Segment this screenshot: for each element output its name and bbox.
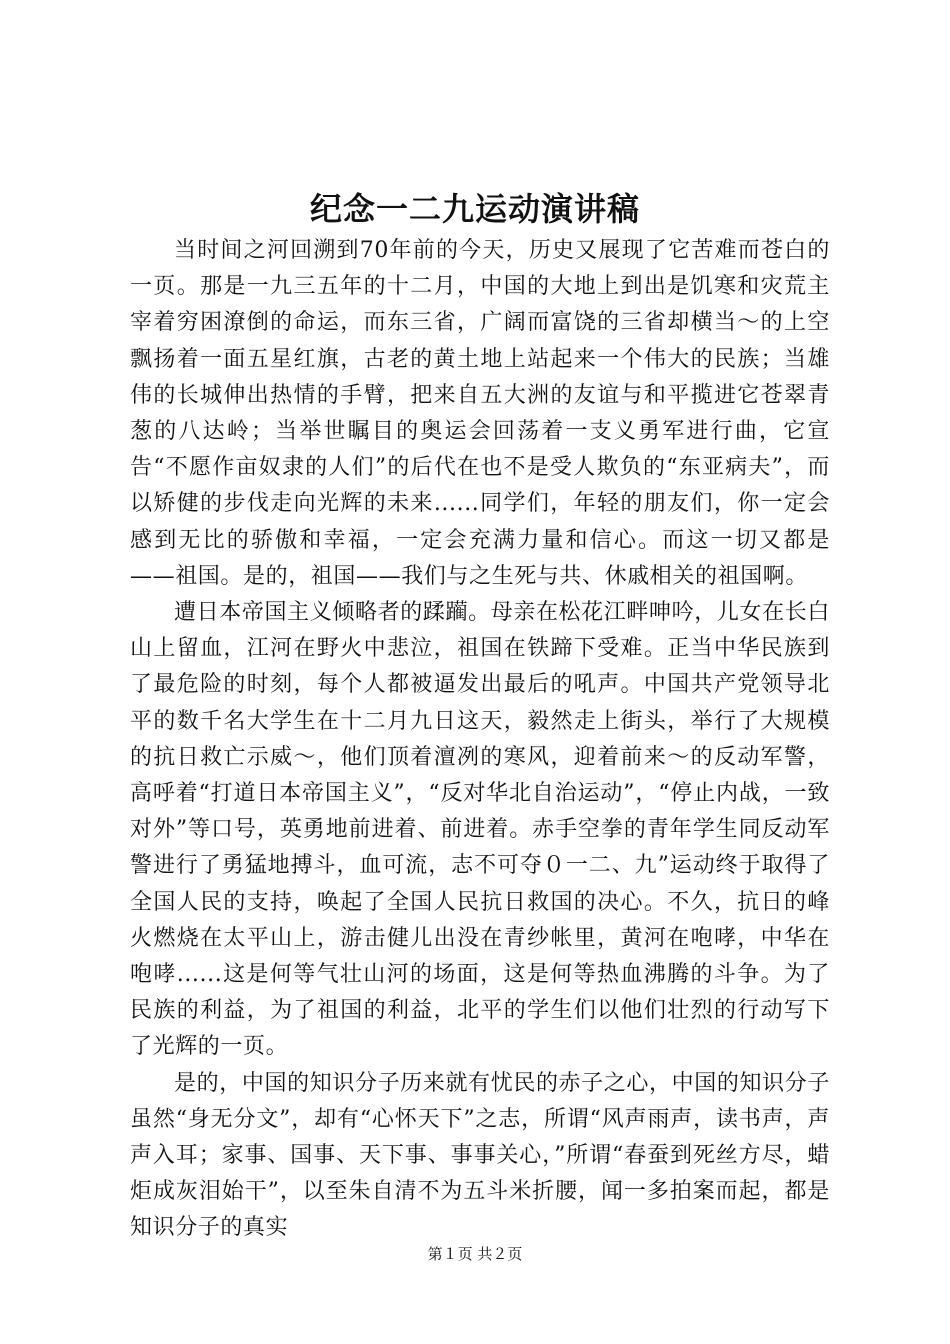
paragraph-1: 当时间之河回溯到70年前的今天，历史又展现了它苦难而苍白的一页。那是一九三五年的十二月，中国的大地上到出是饥寒和灾荒主宰着穷困潦倒的命运，而东三省，广阔而富饶的三省却横当～的上空飘扬着一面五星红旗，古老的黄土地上站起来一个伟大的民族；当雄伟的长城伸出热情的手臂，把来自五大洲的友谊与和平揽进它苍翠青葱的八达岭；当举世瞩目的奥运会回荡着一支义勇军进行曲，它宣告“不愿作亩奴隶的人们”的后代在也不是受人欺负的“东亚病夫”，而以矫健的步伐走向光辉的未来......同学们，年轻的朋友们，你一定会感到无比的骄傲和幸福，一定会充满力量和信心。而这一切又都是——祖国。是的，祖国——我们与之生死与共、休戚相关的祖国啊。 [130, 238, 830, 589]
page-title: 纪念一二九运动演讲稿 [309, 190, 640, 228]
paragraph-3: 是的，中国的知识分子历来就有忧民的赤子之心，中国的知识分子虽然“身无分文”，却有“心怀天下”之志，所谓“风声雨声，读书声，声声入耳；家事、国事、天下事、事事关心，”所谓“春蚕到死丝方尽，蜡炬成灰泪始干”，以至朱自清不为五斗米折腰，闻一多拍案而起，都是知识分子的真实 [130, 1070, 830, 1241]
document-body [130, 233, 830, 1247]
page-footer: 第１页 共２页 [427, 1245, 523, 1263]
paragraph-2: 遭日本帝国主义倾略者的蹂躏。母亲在松花江畔呻吟，儿女在长白山上留血，江河在野火中悲泣，祖国在铁蹄下受难。正当中华民族到了最危险的时刻，每个人都被逼发出最后的吼声。中国共产党领导北平的数千名大学生在十二月九日这天，毅然走上街头，举行了大规模的抗日救亡示威～，他们顶着澶冽的寒风，迎着前来～的反动军警，高呼着“打道日本帝国主义”，“反对华北自治运动”，“停止内战，一致对外”等口号，英勇地前进着、前进着。赤手空拳的青年学生同反动军警进行了勇猛地搏斗，血可流，志不可夺０一二、九”运动终于取得了全国人民的支持，唤起了全国人民抗日救国的决心。不久，抗日的峰火燃烧在太平山上，游击健儿出没在青纱帐里，黄河在咆哮，中华在咆哮......这是何等气壮山河的场面，这是何等热血沸腾的斗争。为了民族的利益，为了祖国的利益，北平的学生们以他们壮烈的行动写下了光辉的一页。 [130, 600, 830, 1060]
